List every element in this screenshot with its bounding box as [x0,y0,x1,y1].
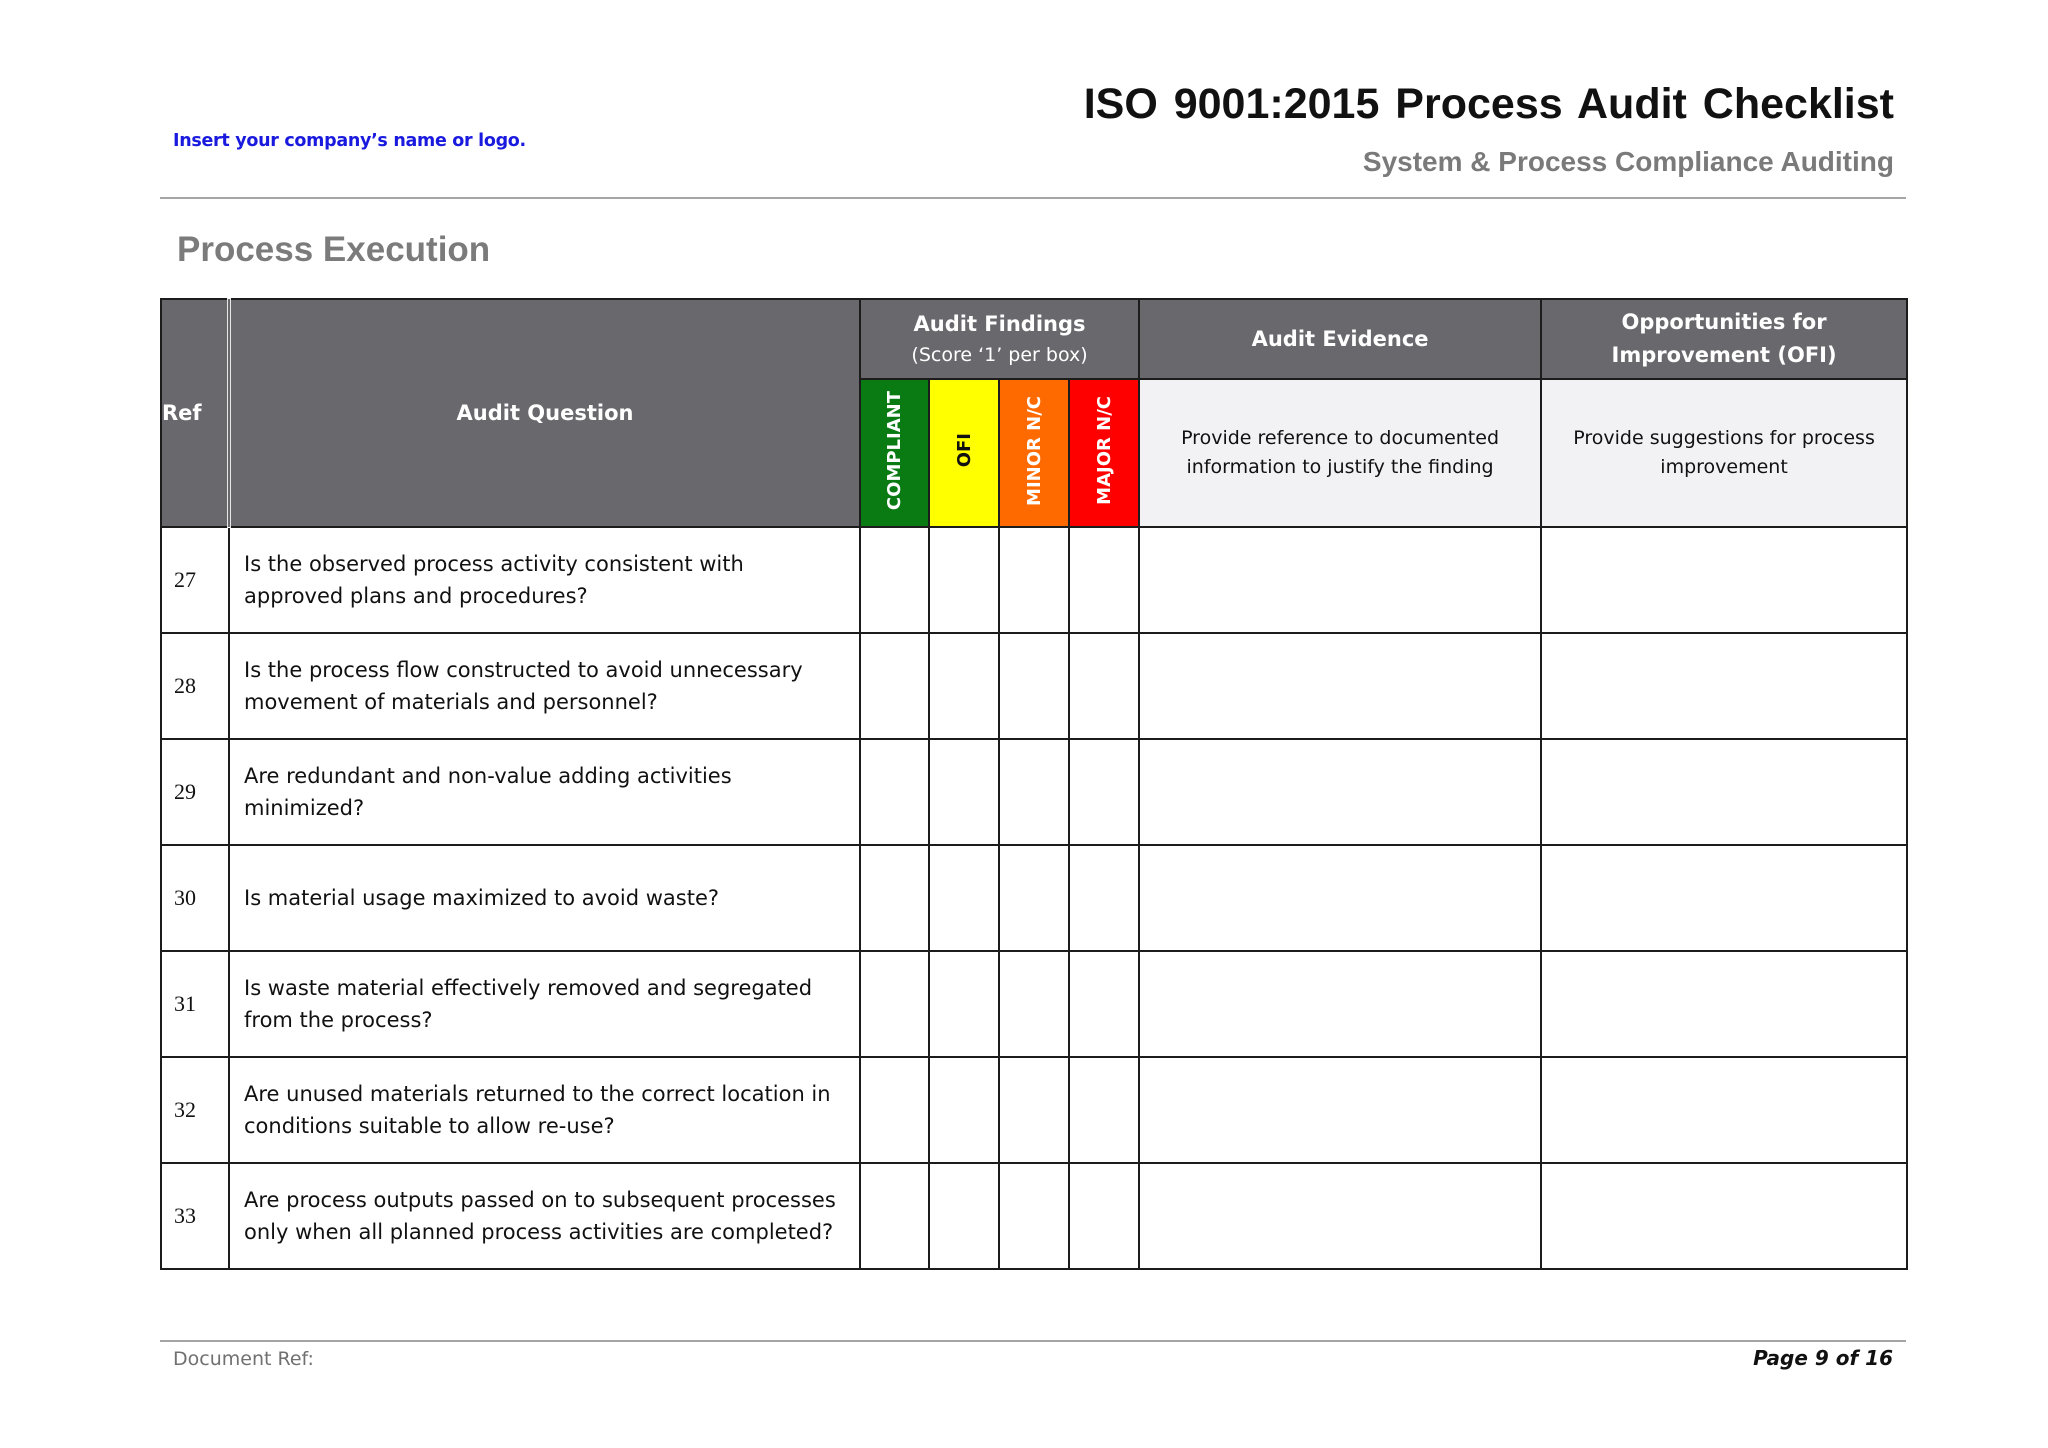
minor-nc-score-cell[interactable] [999,633,1069,739]
major-nc-score-cell[interactable] [1069,1163,1139,1269]
ofi-suggestion-cell[interactable] [1541,527,1907,633]
table-row [161,951,1907,1057]
audit-evidence-cell[interactable] [1139,951,1541,1057]
row-question: Is waste material effectively removed and segregated from the process? [229,951,860,1057]
ofi-column-header: Opportunities for Improvement (OFI) [1541,299,1907,379]
row-ref: 28 [161,633,229,739]
audit-question-column-header: Audit Question [229,299,860,527]
row-ref: 27 [161,527,229,633]
ofi-score-cell[interactable] [929,845,999,951]
minor-nc-column-header: MINOR N/C [999,379,1069,527]
audit-evidence-hint: Provide reference to documented information to justify the finding [1139,379,1541,527]
document-ref-label: Document Ref: [173,1348,314,1370]
company-name-placeholder: Insert your company’s name or logo. [173,131,526,151]
section-title: Process Execution [177,230,491,269]
audit-evidence-cell[interactable] [1139,739,1541,845]
minor-nc-score-cell[interactable] [999,1163,1069,1269]
audit-evidence-cell[interactable] [1139,1057,1541,1163]
ref-column-header: Ref [161,299,229,527]
audit-evidence-cell[interactable] [1139,633,1541,739]
table-row [161,739,1907,845]
ofi-suggestion-cell[interactable] [1541,845,1907,951]
major-nc-score-cell[interactable] [1069,845,1139,951]
ofi-score-cell[interactable] [929,527,999,633]
major-nc-score-cell[interactable] [1069,527,1139,633]
compliant-score-cell[interactable] [860,527,929,633]
major-nc-score-cell[interactable] [1069,951,1139,1057]
ofi-score-cell[interactable] [929,951,999,1057]
major-nc-score-cell[interactable] [1069,739,1139,845]
row-ref: 30 [161,845,229,951]
compliant-score-cell[interactable] [860,951,929,1057]
audit-findings-label: Audit Findings [913,312,1086,336]
compliant-score-cell[interactable] [860,633,929,739]
ofi-score-cell[interactable] [929,633,999,739]
row-question: Is material usage maximized to avoid waste? [229,845,860,951]
compliant-score-cell[interactable] [860,845,929,951]
document-subtitle: System & Process Compliance Auditing [1362,146,1894,177]
audit-checklist-table [160,298,1908,1270]
compliant-score-cell[interactable] [860,739,929,845]
ofi-suggestion-cell[interactable] [1541,1163,1907,1269]
minor-nc-score-cell[interactable] [999,527,1069,633]
ofi-score-cell[interactable] [929,739,999,845]
compliant-score-cell[interactable] [860,1057,929,1163]
row-question: Is the observed process activity consistent with approved plans and procedures? [229,527,860,633]
ofi-suggestion-cell[interactable] [1541,1057,1907,1163]
minor-nc-score-cell[interactable] [999,951,1069,1057]
table-row [161,527,1907,633]
row-question: Are redundant and non-value adding activities minimized? [229,739,860,845]
table-row [161,845,1907,951]
ofi-hint: Provide suggestions for process improvement [1541,379,1907,527]
compliant-column-header: COMPLIANT [860,379,929,527]
audit-findings-note: (Score ‘1’ per box) [911,344,1088,366]
ofi-findings-column-header: OFI [929,379,999,527]
minor-nc-score-cell[interactable] [999,1057,1069,1163]
major-nc-column-header: MAJOR N/C [1069,379,1139,527]
ofi-suggestion-cell[interactable] [1541,633,1907,739]
minor-nc-score-cell[interactable] [999,845,1069,951]
audit-findings-header [860,299,1139,379]
audit-evidence-cell[interactable] [1139,527,1541,633]
row-ref: 31 [161,951,229,1057]
major-nc-score-cell[interactable] [1069,633,1139,739]
document-title: ISO 9001:2015 Process Audit Checklist [1083,80,1894,128]
row-question: Are unused materials returned to the correct location in conditions suitable to allow re-use? [229,1057,860,1163]
header-divider [160,197,1906,199]
audit-evidence-column-header: Audit Evidence [1139,299,1541,379]
compliant-score-cell[interactable] [860,1163,929,1269]
footer-divider [160,1340,1906,1342]
ofi-score-cell[interactable] [929,1163,999,1269]
minor-nc-score-cell[interactable] [999,739,1069,845]
page-number: Page 9 of 16 [1753,1346,1893,1370]
row-ref: 29 [161,739,229,845]
table-row [161,1163,1907,1269]
table-row [161,1057,1907,1163]
ofi-suggestion-cell[interactable] [1541,951,1907,1057]
row-question: Are process outputs passed on to subsequent processes only when all planned process activities are completed? [229,1163,860,1269]
table-row [161,633,1907,739]
audit-evidence-cell[interactable] [1139,1163,1541,1269]
row-question: Is the process flow constructed to avoid unnecessary movement of materials and personnel? [229,633,860,739]
audit-evidence-cell[interactable] [1139,845,1541,951]
ofi-score-cell[interactable] [929,1057,999,1163]
ofi-suggestion-cell[interactable] [1541,739,1907,845]
row-ref: 32 [161,1057,229,1163]
major-nc-score-cell[interactable] [1069,1057,1139,1163]
row-ref: 33 [161,1163,229,1269]
